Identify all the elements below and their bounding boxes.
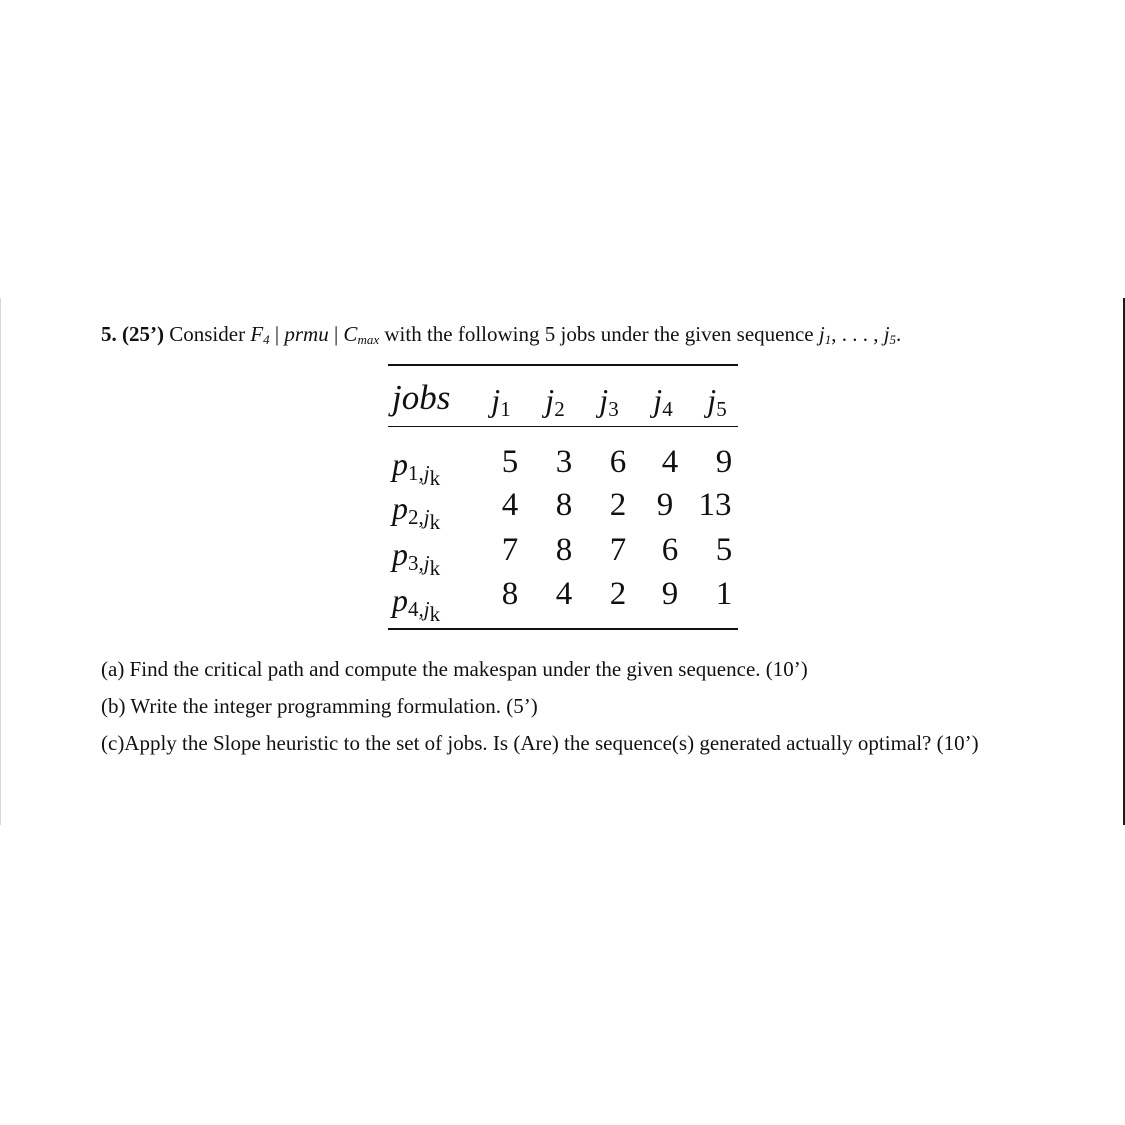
sequence-dots: , . . . , (831, 322, 879, 346)
table-cell: 8 (555, 532, 573, 568)
table-row-label: $p_{4,j_k}$ (392, 582, 441, 626)
table-row-label: $p_{3,j_k}$ (392, 536, 441, 580)
notation-machine-env: $F_4$ (250, 322, 270, 347)
part-c: (c)Apply the Slope heuristic to the set of jobs. Is (Are) the sequence(s) generated actually optimal? (10’) (101, 731, 979, 755)
table-bottom-rule (388, 628, 738, 630)
table-cell: 1 (715, 576, 733, 612)
question-text: with the following 5 jobs under the given sequence (384, 322, 814, 346)
table-cell: 8 (555, 487, 573, 523)
part-b: (b) Write the integer programming formulation. (5’) (101, 694, 538, 718)
table-cell: 4 (661, 444, 679, 480)
table-header-job: $j_1$ (491, 382, 511, 421)
table-header-rule (388, 426, 738, 427)
table-cell: 6 (661, 532, 679, 568)
question-number: 5. (101, 322, 117, 346)
table-cell: 13 (698, 487, 732, 523)
notation-separator-2: | (333, 322, 339, 346)
table-cell: 9 (656, 487, 674, 523)
notation-objective: $C_{max}$ (343, 322, 380, 347)
question-points: (25’) (122, 322, 164, 346)
table-cell: 4 (555, 576, 573, 612)
part-a: (a) Find the critical path and compute the makespan under the given sequence. (10’) (101, 657, 808, 681)
question-parts (101, 651, 1031, 762)
sequence-first: $j_1$ (818, 322, 832, 347)
table-header-job: $j_5$ (707, 382, 727, 421)
sequence-last: $j_5$ (883, 322, 897, 347)
table-cell: 3 (555, 444, 573, 480)
table-cell: 5 (715, 532, 733, 568)
table-header-job: $j_2$ (545, 382, 565, 421)
notation-separator-1: | (274, 322, 280, 346)
table-cell: 9 (661, 576, 679, 612)
question-statement (101, 318, 1101, 350)
table-cell: 8 (501, 576, 519, 612)
table-cell: 4 (501, 487, 519, 523)
table-header-job: $j_3$ (599, 382, 619, 421)
table-cell: 2 (609, 487, 627, 523)
table-cell: 2 (609, 576, 627, 612)
table-row-label: $p_{1,j_k}$ (392, 446, 441, 490)
table-cell: 6 (609, 444, 627, 480)
question-intro: Consider (169, 322, 246, 346)
table-cell: 7 (501, 532, 519, 568)
table-header-job: $j_4$ (653, 382, 673, 421)
page-edge-left (0, 298, 1, 825)
table-cell: 9 (715, 444, 733, 480)
table-header-jobs: jobs (392, 378, 451, 417)
question-period: . (896, 322, 902, 346)
notation-prmu: prmu (284, 322, 329, 346)
table-cell: 7 (609, 532, 627, 568)
table-cell: 5 (501, 444, 519, 480)
table-top-rule (388, 364, 738, 366)
table-row-label: $p_{2,j_k}$ (392, 490, 441, 534)
